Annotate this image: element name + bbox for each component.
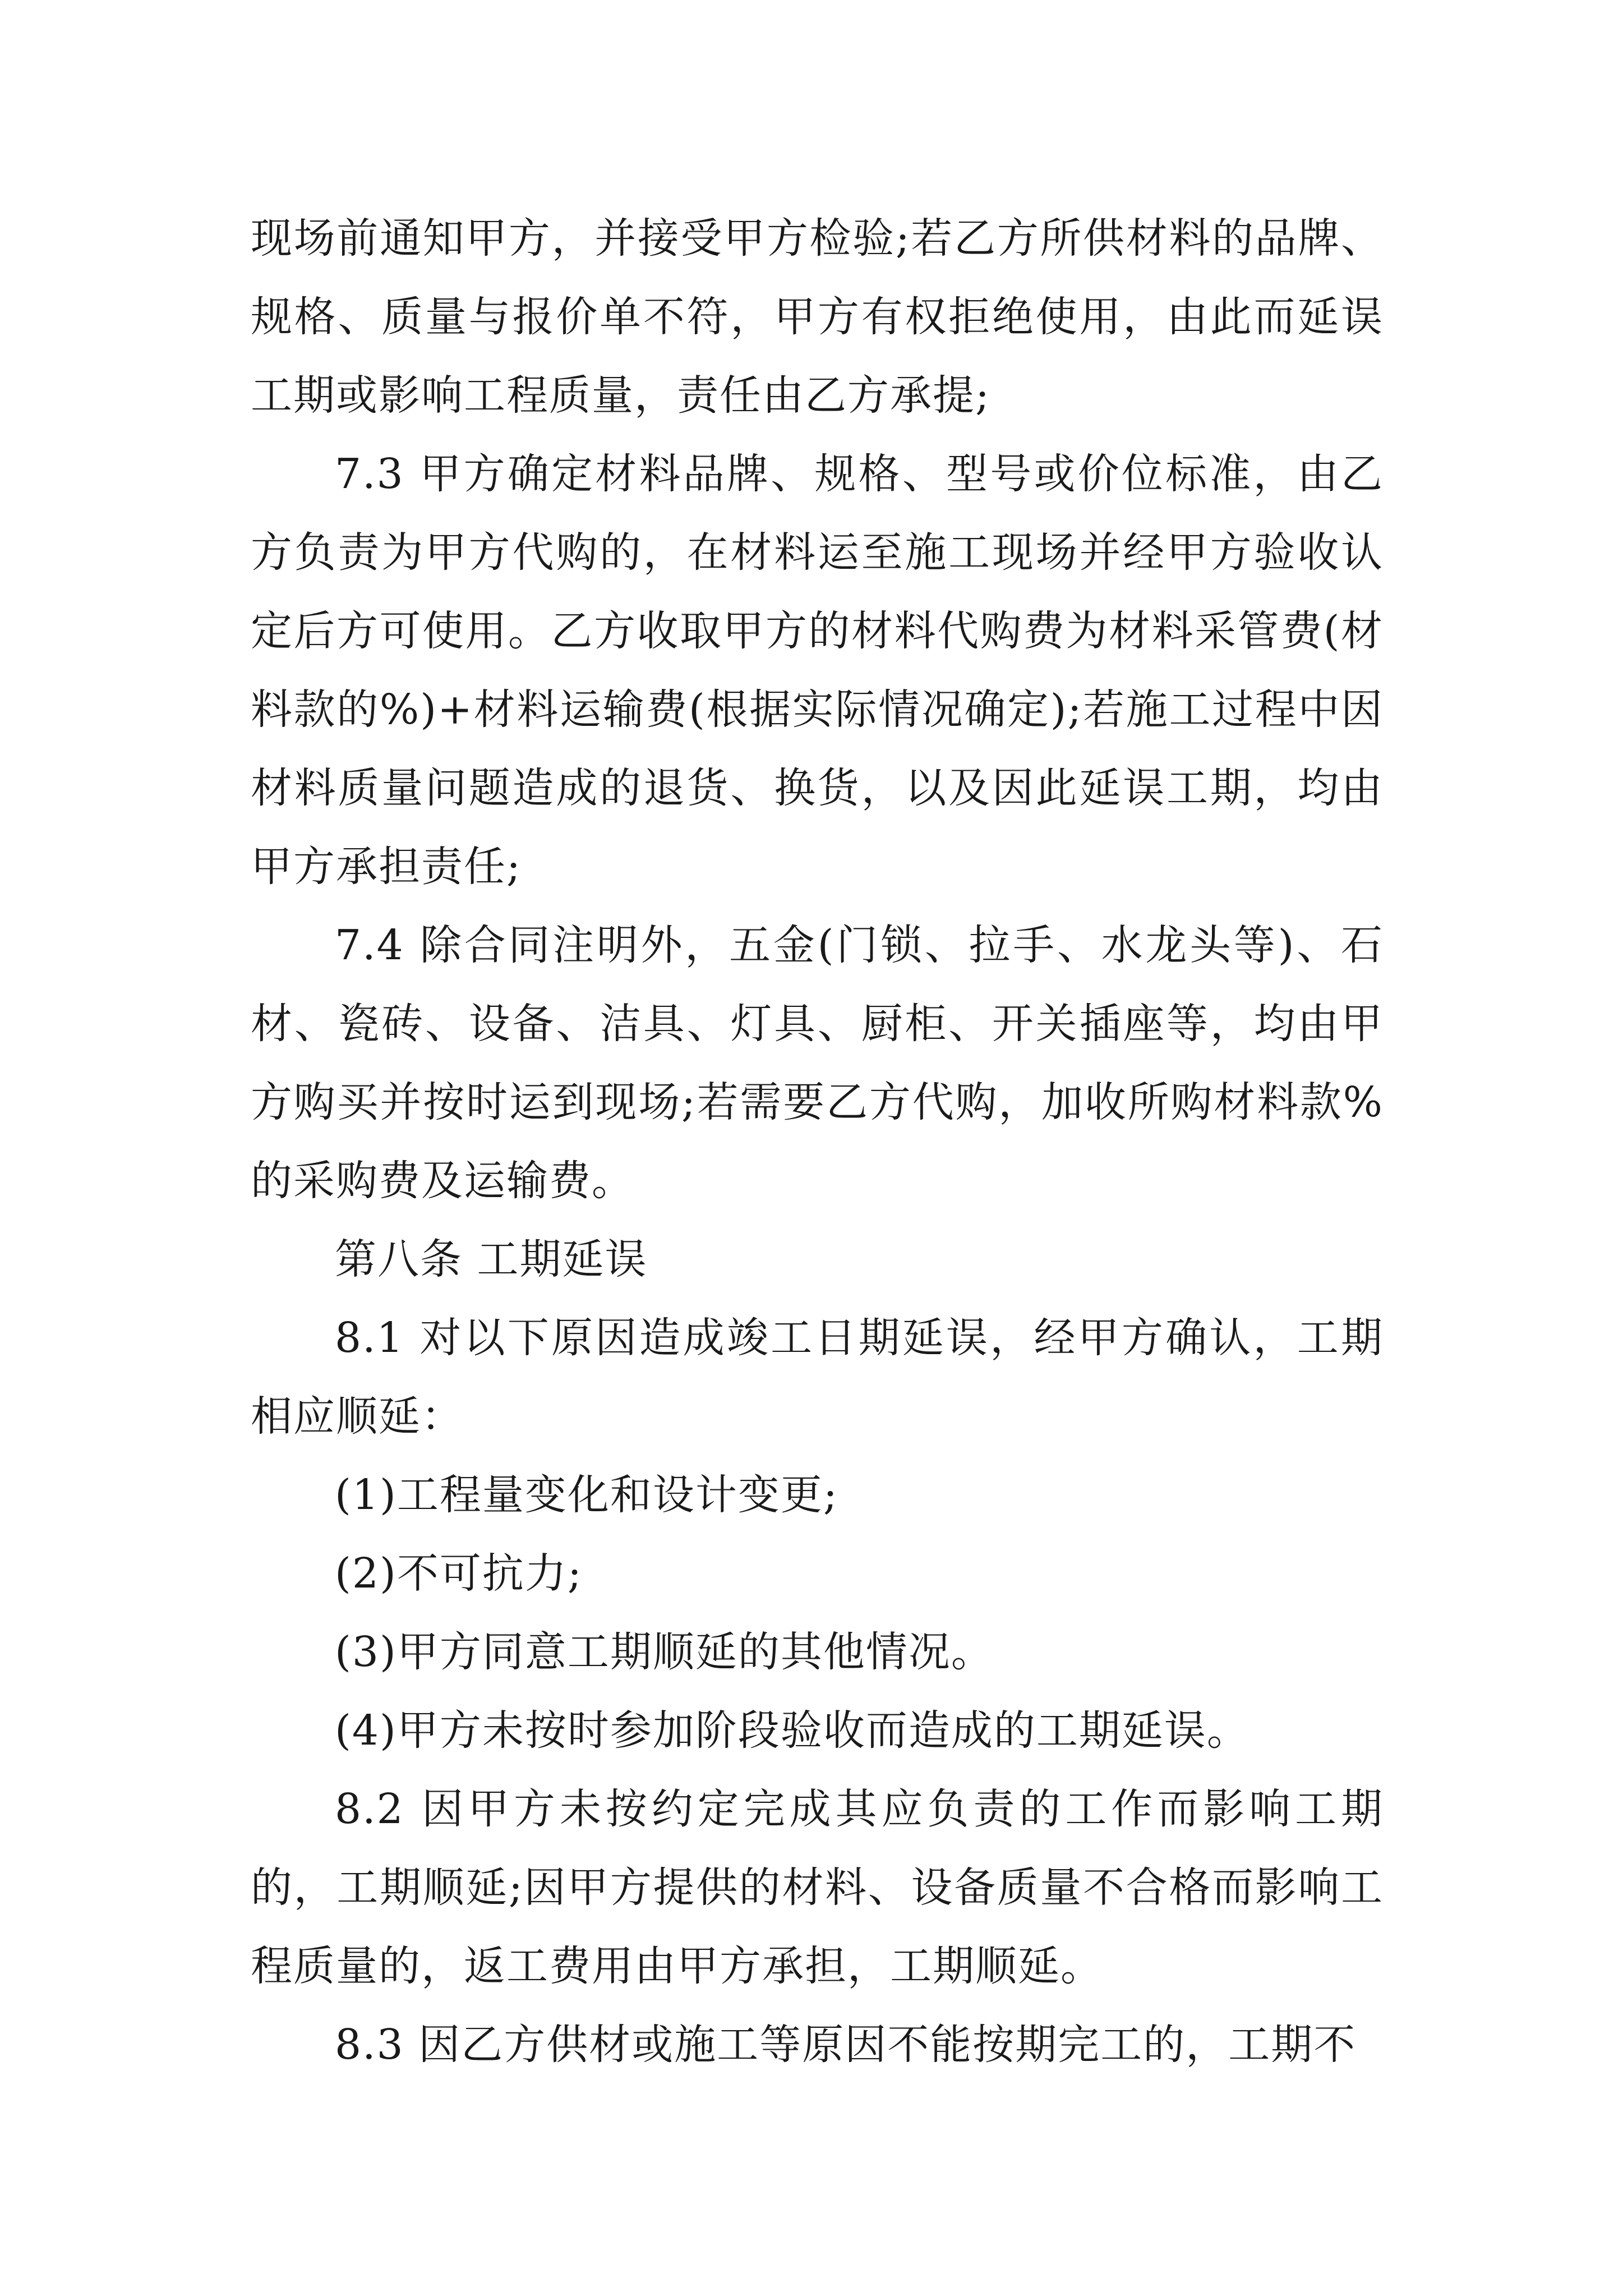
section-heading-article-8: 第八条 工期延误: [335, 1235, 648, 1283]
paragraph-clause-8-2: 8.2 因甲方未按约定完成其应负责的工作而影响工期的，工期顺延;因甲方提供的材料、设备质量不合格而影响工程质量的，返工费用由甲方承担，工期顺延。: [251, 1785, 1384, 1990]
list-item-2: (2)不可抗力;: [335, 1549, 583, 1598]
paragraph-clause-8-1: 8.1 对以下原因造成竣工日期延误，经甲方确认，工期相应顺延：: [251, 1314, 1384, 1441]
document-body: [251, 199, 1384, 2084]
paragraph-clause-8-3: 8.3 因乙方供材或施工等原因不能按期完工的，工期不: [335, 2021, 1357, 2069]
paragraph-clause-7-3: 7.3 甲方确定材料品牌、规格、型号或价位标准，由乙方负责为甲方代购的，在材料运至施工现场并经甲方验收认定后方可使用。乙方收取甲方的材料代购费为材料采管费(材料款的%)+材料运输费(根据实际情况确定);若施工过程中因材料质量问题造成的退货、换货，以及因此延误工期，均由甲方承担责任;: [251, 450, 1384, 891]
list-item-4: (4)甲方未按时参加阶段验收而造成的工期延误。: [335, 1706, 1249, 1755]
list-item-1: (1)工程量变化和设计变更;: [335, 1471, 838, 1519]
paragraph-clause-7-4: 7.4 除合同注明外，五金(门锁、拉手、水龙头等)、石材、瓷砖、设备、洁具、灯具、厨柜、开关插座等，均由甲方购买并按时运到现场;若需要乙方代购，加收所购材料款%的采购费及运输费。: [251, 921, 1384, 1205]
paragraph-continuation: 现场前通知甲方，并接受甲方检验;若乙方所供材料的品牌、规格、质量与报价单不符，甲方有权拒绝使用，由此而延误工期或影响工程质量，责任由乙方承提;: [251, 214, 1384, 420]
list-item-3: (3)甲方同意工期顺延的其他情况。: [335, 1628, 994, 1676]
